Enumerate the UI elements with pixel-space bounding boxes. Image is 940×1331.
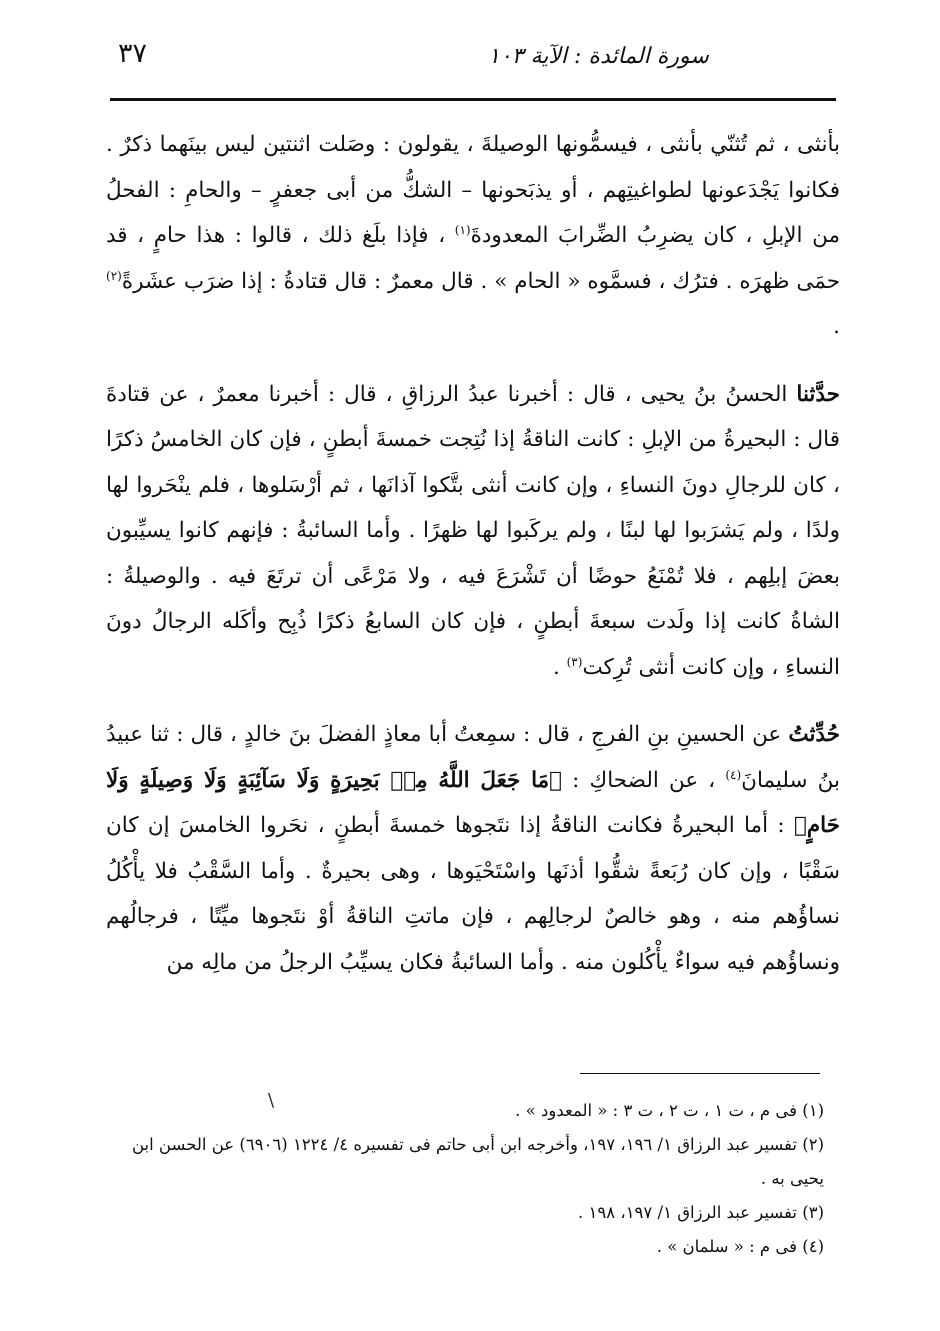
footnote-ref: (٢) xyxy=(106,268,122,283)
text-segment: ، فإذا بلَغ ذلك ، قالوا : هذا حامٍ ، قد حمَى ظهرَه . فترُك ، فسمَّوه « الحام » . قال معمرٌ : قال قتادةُ : إذا ضرَب عشَرةً xyxy=(106,223,840,294)
footnote: (٢) تفسير عبد الرزاق ١/ ١٩٦، ١٩٧، وأخرجه ابن أبى حاتم فى تفسيره ٤/ ١٢٢٤ (٦٩٠٦) عن الحسن ابن يحيى به . xyxy=(131,1135,824,1188)
footnote-ref: (٣) xyxy=(566,654,583,669)
footnote: (٣) تفسير عبد الرزاق ١/ ١٩٧، ١٩٨ . xyxy=(578,1203,824,1222)
narration-lead: حُدِّثتُ xyxy=(788,722,840,747)
stray-mark: \ xyxy=(268,1090,275,1111)
footnote-separator xyxy=(580,1073,820,1074)
text-segment: ، عن الضحاكِ : xyxy=(562,767,726,793)
paragraph xyxy=(106,712,840,985)
page-header xyxy=(108,38,838,84)
main-text xyxy=(106,122,840,1007)
text-segment: . xyxy=(833,314,840,339)
footnote: (١) فى م ، ت ١ ، ت ٢ ، ت ٣ : « المعدود » . xyxy=(515,1101,824,1120)
text-segment: الحسنُ بنُ يحيى ، قال : أخبرنا عبدُ الرزاقِ ، قال : أخبرنا معمرٌ ، عن قتادةَ قال : البحيرةُ من الإبلِ : كانت الناقةُ إذا نُتِجت خمسةَ أبطنٍ ، فإن كان الخامسُ ذكرًا ، كان للرجالِ دونَ النساءِ ، وإن كانت أنثى بتَّكوا آذانَها ، ثم أرْسَلوها ، فلم ينْحَروا لها ولدًا ، ولم يَشرَبوا لها لبنًا ، ولم يركَبوا لها ظهرًا . وأما السائبةُ : فإنهم كانوا يسيِّبون بعضَ إبلِهم ، فلا تُمْنَعُ حوضًا أن تَشْرَعَ فيه ، ولا مَرْعًى أن ترتَعَ فيه . والوصيلةُ : الشاةُ كانت إذا ولَدت سبعةَ أبطنٍ ، فإن كان السابعُ ذكرًا ذُبِح وأكَله الرجالُ دونَ النساءِ ، وإن كانت أنثى تُرِكت xyxy=(106,381,840,680)
footnote-ref: (٤) xyxy=(725,767,742,782)
paragraph xyxy=(106,372,840,691)
page-number: ٣٧ xyxy=(118,38,148,69)
text-segment: : أما البحيرةُ فكانت الناقةُ إذا نتَجوها خمسةَ أبطنٍ ، نحَروا الخامسَ إن كان سَقْبًا ، وإن كان رُبَعةً شقُّوا أذنَها واسْتَحْيَوها ، وهى بحيرةٌ . وأما السَّقْبُ فلا يأْكُلُ نساؤُهم منه ، وهو خالصٌ لرجالِهم ، فإن ماتتِ الناقةُ أوْ نتَجوها ميِّتًا ، فرجالُهم ونساؤُهم فيه سواءٌ يأْكُلون منه . وأما السائبةُ فكان يسيِّبُ الرجلُ من مالِه من xyxy=(106,813,840,975)
running-title: سورة المائدة : الآية ١٠٣ xyxy=(488,44,709,69)
text-segment: بأنثى ، ثم تُثنّي بأنثى ، فيسمُّونها الوصيلةَ ، يقولون : وصَلت اثنتين ليس بينَهما ذكرٌ . فكانوا يَجْدَعونها لطواغيتِهم ، أو يذبَحونها – الشكُّ من أبى جعفرٍ – والحامِ : الفحلُ من الإبلِ ، كان يضرِبُ الضِّرابَ المعدودةَ xyxy=(106,132,840,248)
paragraph xyxy=(106,122,840,350)
quran-verse: ﴿مَا جَعَلَ اللَّهُ مِنۢ بَحِيرَةٍ وَلَا سَآئِبَةٍ وَلَا وَصِيلَةٍ وَلَا حَامٍ﴾ xyxy=(106,767,840,838)
footnote-ref: (١) xyxy=(454,222,471,237)
header-rule xyxy=(110,98,836,101)
text-segment: . xyxy=(552,654,567,680)
text-segment: عن الحسينِ بنِ الفرجِ ، قال : سمِعتُ أبا معاذٍ الفضلَ بنَ خالدٍ ، قال : ثنا عبيدُ بنُ سليمانَ xyxy=(106,722,841,793)
footnotes xyxy=(106,1094,824,1264)
footnote: (٤) فى م : « سلمان » . xyxy=(656,1237,824,1256)
narration-lead: حدَّثنا xyxy=(796,381,840,407)
